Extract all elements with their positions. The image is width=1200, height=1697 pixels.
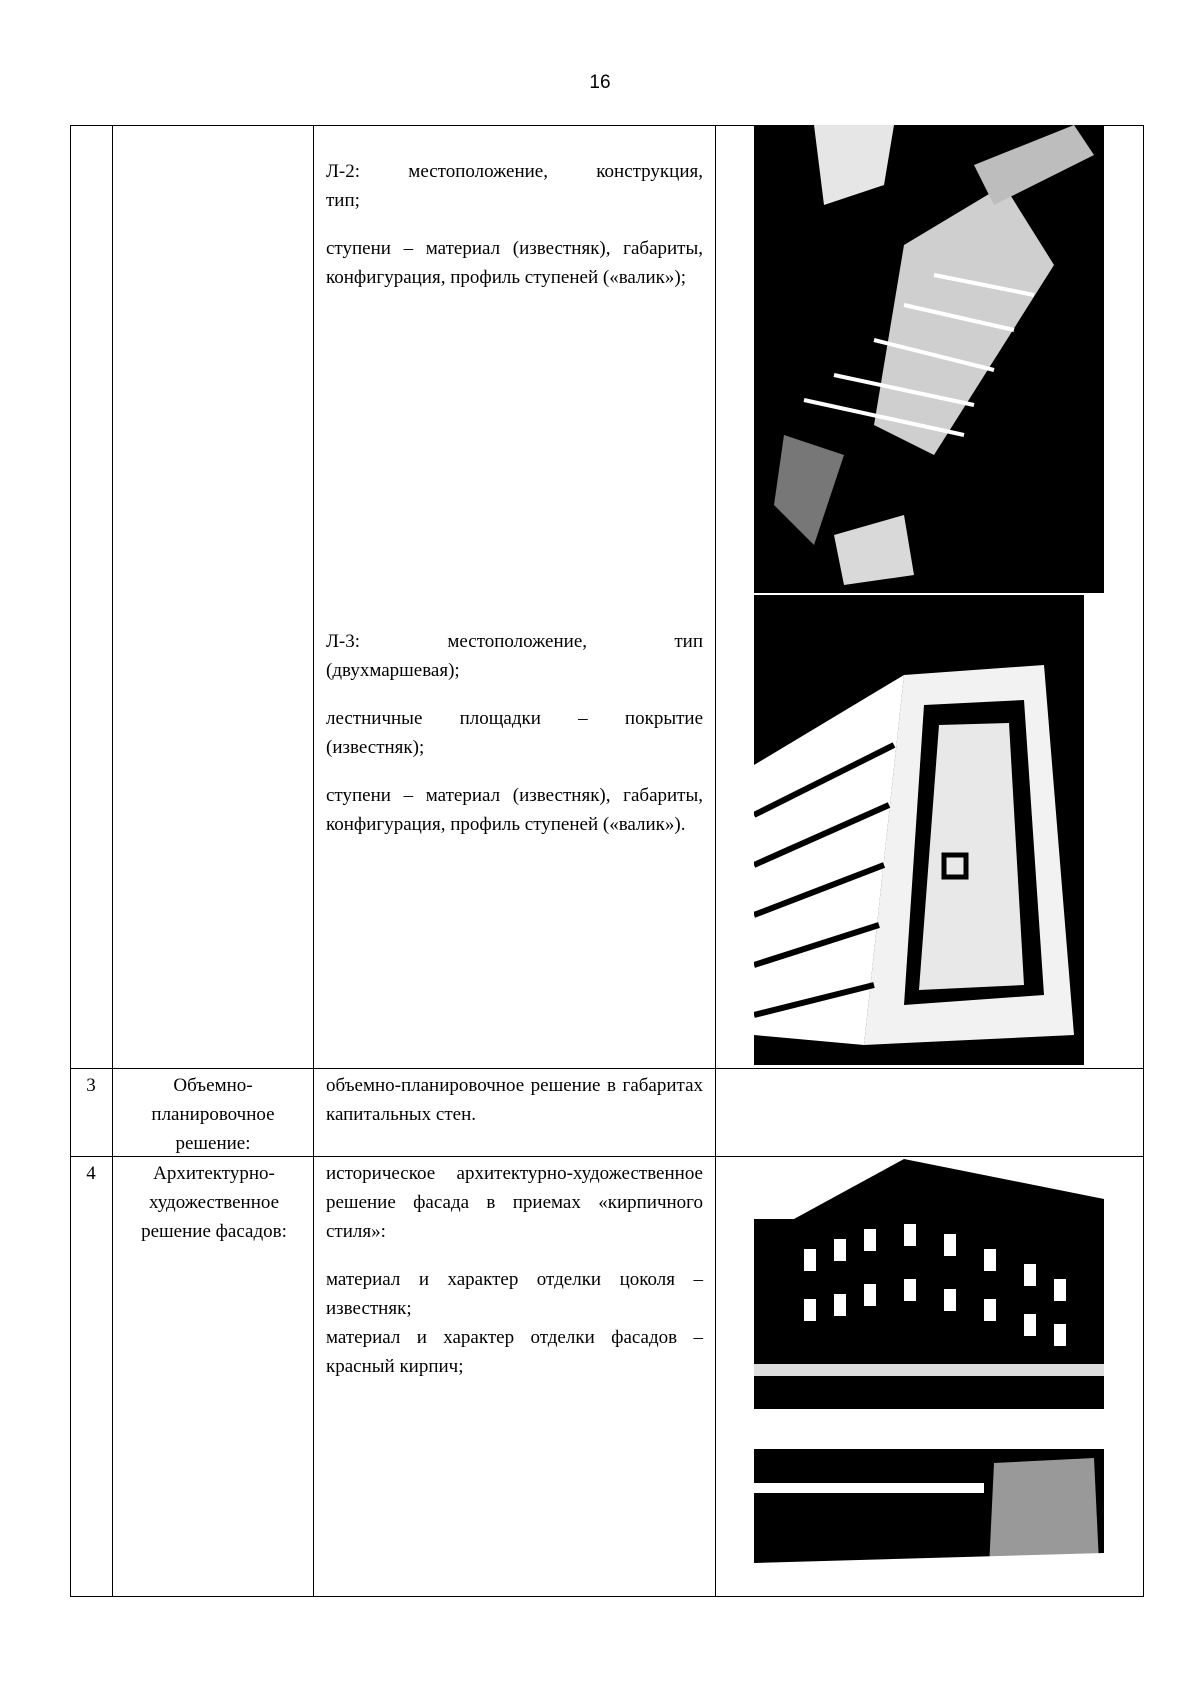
l2-header-tail: тип; — [326, 190, 360, 211]
column-divider — [313, 125, 314, 1597]
table-left-border — [70, 125, 71, 1597]
column-divider — [715, 125, 716, 1597]
facade-photo — [754, 1159, 1104, 1439]
l3-label: Л-3: — [326, 631, 360, 652]
heritage-table — [70, 125, 1144, 1597]
plinth-photo — [754, 1443, 1104, 1593]
l2-header-word: конструкция, — [596, 161, 703, 182]
facade-description — [326, 1159, 703, 1381]
table-right-border — [1143, 125, 1144, 1597]
l3-steps-text: ступени – материал (известняк), габариты, конфигурация, профиль ступеней («валик»). — [326, 785, 703, 835]
l3-header-word: тип — [674, 631, 703, 652]
l2-steps-text: ступени – материал (известняк), габариты, конфигурация, профиль ступеней («валик»); — [326, 238, 703, 288]
wall-finish-text: материал и характер отделки фасадов – красный кирпич; — [326, 1327, 703, 1377]
row-divider — [70, 1068, 1144, 1069]
column-divider — [112, 125, 113, 1597]
plinth-text: материал и характер отделки цоколя – известняк; — [326, 1269, 703, 1319]
section-name: Архитектурно-художественное решение фасадов: — [141, 1163, 287, 1242]
stair-l3-photo — [754, 595, 1104, 1065]
l2-description — [326, 157, 703, 311]
l3-description — [326, 627, 703, 858]
l3-header-word: местоположение, — [447, 631, 588, 652]
stair-l2-photo — [754, 125, 1104, 593]
page-number: 16 — [589, 72, 611, 93]
table-bottom-border — [70, 1596, 1144, 1597]
l2-header-word: местоположение, — [408, 161, 548, 182]
section-description: объемно-планировочное решение в габаритах капитальных стен. — [326, 1075, 703, 1125]
row-number: 3 — [86, 1075, 96, 1096]
l3-landings-text: лестничные площадки – покрытие (известняк); — [326, 708, 703, 758]
l2-label: Л-2: — [326, 161, 360, 182]
row-number: 4 — [86, 1163, 96, 1184]
l3-header-tail: (двухмаршевая); — [326, 660, 460, 681]
facade-text: историческое архитектурно-художественное решение фасада в приемах «кирпичного стиля»: — [326, 1163, 703, 1242]
section-name: Объемно-планировочное решение: — [151, 1075, 275, 1154]
